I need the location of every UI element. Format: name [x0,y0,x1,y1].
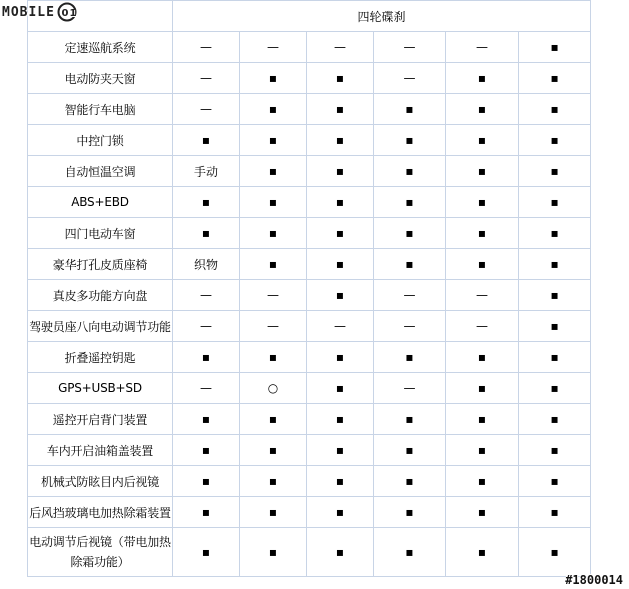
spec-cell: ▪ [240,528,307,577]
table-row [28,249,591,280]
spec-cell: ▪ [374,187,446,218]
spec-cell: ▪ [307,249,374,280]
spec-cell: ▪ [307,156,374,187]
image-id-watermark: #1800014 [565,573,623,587]
spec-cell: — [374,63,446,94]
spec-cell: ▪ [374,435,446,466]
header-row [28,1,591,32]
spec-cell: ▪ [173,497,240,528]
feature-label: 车内开启油箱盖装置 [28,435,173,466]
table-row [28,280,591,311]
table-row [28,435,591,466]
feature-label: 豪华打孔皮质座椅 [28,249,173,280]
table-row [28,218,591,249]
spec-cell: ▪ [446,373,519,404]
spec-cell: ▪ [519,497,591,528]
spec-cell: ▪ [446,94,519,125]
spec-cell: ▪ [446,404,519,435]
spec-cell: ▪ [374,497,446,528]
table-row [28,94,591,125]
spec-cell: ▪ [240,466,307,497]
table-row [28,528,591,577]
spec-cell: ▪ [519,342,591,373]
spec-cell: ▪ [446,156,519,187]
spec-cell: ▪ [240,156,307,187]
spec-cell: — [446,32,519,63]
feature-label: 自动恒温空调 [28,156,173,187]
feature-label: ABS+EBD [28,187,173,218]
spec-cell: ▪ [519,249,591,280]
spec-cell: ▪ [173,466,240,497]
feature-label: 智能行车电脑 [28,94,173,125]
spec-cell: 织物 [173,249,240,280]
spec-cell: ▪ [240,249,307,280]
spec-cell: ▪ [446,342,519,373]
spec-cell: ▪ [374,466,446,497]
spec-cell: ▪ [240,187,307,218]
table-row [28,32,591,63]
spec-cell: ▪ [519,187,591,218]
spec-cell: ▪ [519,373,591,404]
spec-cell: ▪ [446,218,519,249]
spec-cell: — [307,311,374,342]
feature-label: 折叠遥控钥匙 [28,342,173,373]
table-row [28,187,591,218]
spec-cell: ▪ [307,373,374,404]
spec-cell: ▪ [374,342,446,373]
spec-cell: ▪ [307,125,374,156]
table-row [28,125,591,156]
spec-cell: ▪ [519,94,591,125]
spec-cell: ▪ [374,249,446,280]
spec-cell: ▪ [173,342,240,373]
spec-cell: ▪ [446,435,519,466]
svg-text:01: 01 [61,8,78,19]
spec-cell: 手动 [173,156,240,187]
spec-cell: ▪ [446,528,519,577]
spec-cell: — [240,32,307,63]
spec-cell: ▪ [240,218,307,249]
table-row [28,156,591,187]
spec-cell: ▪ [240,435,307,466]
spec-cell: ▪ [307,94,374,125]
spec-cell: ▪ [173,404,240,435]
feature-label: 后风挡玻璃电加热除霜装置 [28,497,173,528]
spec-cell: ▪ [374,218,446,249]
spec-cell: ○ [240,373,307,404]
spec-cell: ▪ [519,311,591,342]
table-row [28,311,591,342]
spec-cell: ▪ [240,404,307,435]
spec-cell: — [173,311,240,342]
spec-cell: — [240,280,307,311]
table-row [28,497,591,528]
spec-cell: ▪ [519,63,591,94]
spec-cell: ▪ [173,218,240,249]
spec-cell: — [173,32,240,63]
header-group-label: 四轮碟刹 [173,1,591,32]
spec-cell: ▪ [307,435,374,466]
table-row [28,404,591,435]
spec-cell: ▪ [446,125,519,156]
spec-table [27,0,591,577]
feature-label: 四门电动车窗 [28,218,173,249]
spec-cell: ▪ [446,249,519,280]
spec-cell: ▪ [307,466,374,497]
spec-cell: — [173,63,240,94]
logo-text: MOBILE [2,4,55,20]
spec-cell: ▪ [240,94,307,125]
spec-cell: — [173,280,240,311]
spec-cell: — [374,280,446,311]
table-row [28,373,591,404]
spec-cell: ▪ [519,528,591,577]
spec-cell: ▪ [240,125,307,156]
spec-cell: ▪ [446,497,519,528]
spec-cell: ▪ [374,125,446,156]
spec-cell: ▪ [307,63,374,94]
spec-cell: ▪ [307,218,374,249]
spec-cell: ▪ [240,63,307,94]
feature-label: GPS+USB+SD [28,373,173,404]
spec-cell: ▪ [519,156,591,187]
spec-cell: ▪ [307,342,374,373]
spec-cell: — [374,373,446,404]
feature-label: 机械式防眩目内后视镜 [28,466,173,497]
spec-cell: ▪ [446,63,519,94]
spec-cell: — [374,311,446,342]
spec-cell: ▪ [240,342,307,373]
table-row [28,342,591,373]
table-row [28,63,591,94]
spec-cell: ▪ [519,125,591,156]
spec-cell: — [307,32,374,63]
spec-cell: — [240,311,307,342]
spec-cell: ▪ [307,404,374,435]
feature-label: 定速巡航系统 [28,32,173,63]
spec-cell: ▪ [519,32,591,63]
spec-cell: ▪ [173,125,240,156]
spec-cell: ▪ [519,218,591,249]
spec-cell: — [446,311,519,342]
feature-label: 真皮多功能方向盘 [28,280,173,311]
spec-cell: ▪ [519,280,591,311]
spec-cell: ▪ [519,466,591,497]
spec-cell: — [173,373,240,404]
spec-cell: — [173,94,240,125]
spec-cell: ▪ [374,94,446,125]
spec-cell: ▪ [519,435,591,466]
spec-cell: ▪ [374,404,446,435]
spec-cell: ▪ [519,404,591,435]
feature-label: 电动防夹天窗 [28,63,173,94]
spec-cell: ▪ [307,187,374,218]
mobile01-logo [2,2,78,22]
spec-cell: ▪ [173,435,240,466]
feature-label: 电动调节后视镜（带电加热除霜功能） [28,528,173,577]
spec-cell: ▪ [173,528,240,577]
spec-cell: ▪ [446,187,519,218]
mobile01-logo-icon [56,2,78,22]
feature-label: 驾驶员座八向电动调节功能 [28,311,173,342]
spec-cell: ▪ [307,528,374,577]
spec-cell: ▪ [173,187,240,218]
spec-cell: ▪ [240,497,307,528]
spec-cell: ▪ [446,466,519,497]
spec-cell: — [374,32,446,63]
feature-label: 遥控开启背门装置 [28,404,173,435]
feature-label: 中控门锁 [28,125,173,156]
spec-cell: ▪ [374,528,446,577]
table-row [28,466,591,497]
spec-cell: — [446,280,519,311]
spec-cell: ▪ [307,280,374,311]
spec-cell: ▪ [374,156,446,187]
spec-cell: ▪ [307,497,374,528]
